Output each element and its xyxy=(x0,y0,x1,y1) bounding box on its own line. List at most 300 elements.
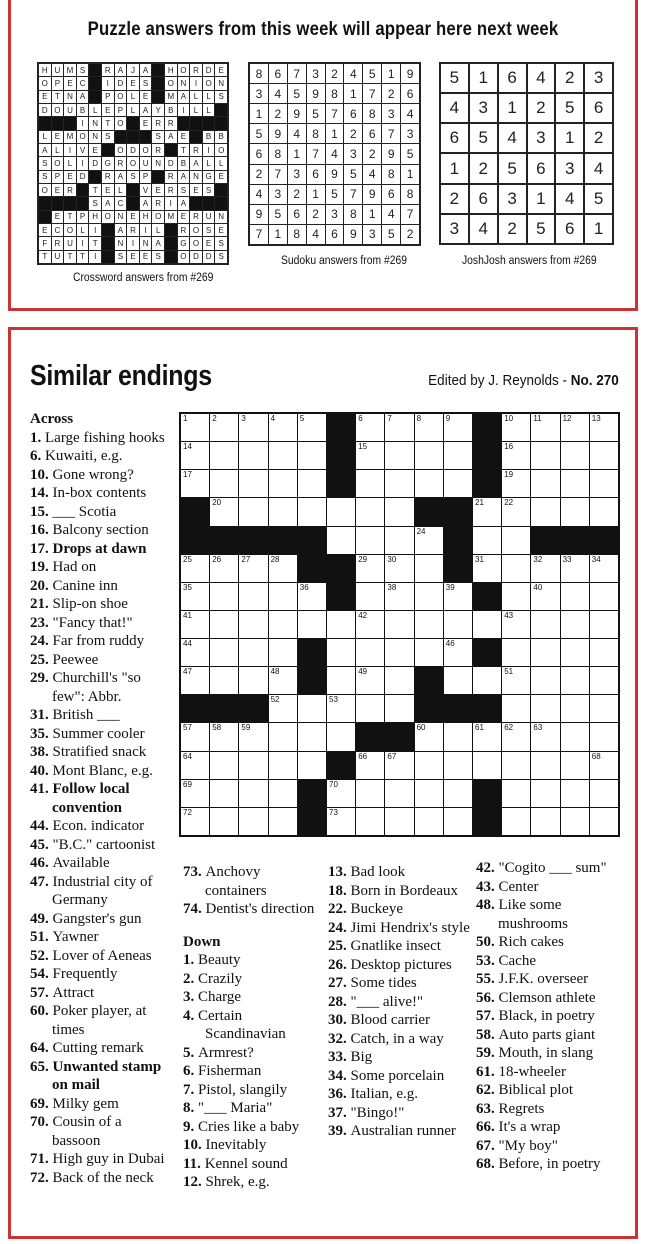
clue-number: 7. xyxy=(183,1081,198,1098)
black-square xyxy=(298,555,326,582)
cell-number: 34 xyxy=(591,554,601,564)
grid-cell[interactable] xyxy=(356,583,384,610)
grid-cell[interactable] xyxy=(210,414,238,441)
grid-cell[interactable] xyxy=(181,639,209,666)
grid-cell[interactable] xyxy=(385,611,413,638)
grid-cell[interactable] xyxy=(590,442,618,469)
grid-cell[interactable] xyxy=(385,780,413,807)
grid-cell[interactable] xyxy=(210,723,238,750)
grid-cell[interactable] xyxy=(269,780,297,807)
clue-number: 37. xyxy=(328,1104,351,1121)
clue-number: 25. xyxy=(328,938,351,954)
sudoku-cell: 7 xyxy=(288,64,306,83)
grid-cell[interactable] xyxy=(327,639,355,666)
clue-text: Rich cakes xyxy=(498,934,564,950)
answer-cell: T xyxy=(64,211,76,223)
puzzle-number: No. 270 xyxy=(570,372,619,389)
grid-cell[interactable] xyxy=(298,695,326,722)
grid-cell[interactable] xyxy=(415,414,443,441)
grid-cell[interactable] xyxy=(531,555,559,582)
cell-number: 4 xyxy=(270,414,276,423)
grid-cell[interactable] xyxy=(531,780,559,807)
grid-cell[interactable] xyxy=(269,639,297,666)
grid-cell[interactable] xyxy=(531,808,559,835)
joshjosh-cell: 3 xyxy=(585,64,612,92)
cell-number: 47 xyxy=(183,667,192,677)
sudoku-cell: 4 xyxy=(307,225,325,244)
grid-cell[interactable] xyxy=(327,498,355,525)
grid-cell[interactable] xyxy=(444,667,472,694)
grid-cell[interactable] xyxy=(502,470,530,497)
grid-cell[interactable] xyxy=(356,611,384,638)
clue-text: Available xyxy=(52,855,110,871)
clue xyxy=(328,937,474,956)
grid-cell[interactable] xyxy=(356,414,384,441)
grid-cell[interactable] xyxy=(502,780,530,807)
grid-cell[interactable] xyxy=(590,414,618,441)
clues-column-4 xyxy=(476,859,626,1174)
grid-cell[interactable] xyxy=(531,442,559,469)
grid-cell[interactable] xyxy=(444,583,472,610)
clue-number: 30. xyxy=(328,1012,351,1028)
clue-text: Some porcelain xyxy=(350,1067,445,1084)
cell-number: 10 xyxy=(504,414,514,423)
answer-cell: E xyxy=(215,64,227,76)
grid-cell[interactable] xyxy=(327,695,355,722)
grid-cell[interactable] xyxy=(561,583,589,610)
sudoku-answers-grid xyxy=(248,62,421,246)
grid-cell[interactable] xyxy=(356,752,384,779)
grid-cell[interactable] xyxy=(502,583,530,610)
grid-cell[interactable] xyxy=(327,723,355,750)
grid-cell[interactable] xyxy=(590,470,618,497)
grid-cell[interactable] xyxy=(502,639,530,666)
grid-cell[interactable] xyxy=(502,442,530,469)
grid-cell[interactable] xyxy=(239,723,267,750)
answer-cell: T xyxy=(52,91,64,103)
grid-cell[interactable] xyxy=(590,611,618,638)
answer-cell: L xyxy=(115,184,127,196)
grid-cell[interactable] xyxy=(327,780,355,807)
grid-cell[interactable] xyxy=(181,414,209,441)
grid-cell[interactable] xyxy=(502,723,530,750)
grid-cell[interactable] xyxy=(356,470,384,497)
clue xyxy=(183,1044,323,1063)
grid-cell[interactable] xyxy=(239,780,267,807)
grid-cell[interactable] xyxy=(239,611,267,638)
grid-cell[interactable] xyxy=(298,470,326,497)
clue-text: Before, in poetry xyxy=(498,1156,601,1172)
grid-cell[interactable] xyxy=(210,639,238,666)
joshjosh-cell: 2 xyxy=(499,215,526,243)
grid-cell[interactable] xyxy=(356,808,384,835)
grid-cell[interactable] xyxy=(415,583,443,610)
grid-cell[interactable] xyxy=(269,752,297,779)
clue-text: Had on xyxy=(52,559,97,575)
sudoku-cell: 3 xyxy=(288,165,306,184)
cell-number: 16 xyxy=(504,442,514,452)
grid-cell[interactable] xyxy=(181,780,209,807)
grid-cell[interactable] xyxy=(561,611,589,638)
sudoku-cell: 4 xyxy=(344,64,362,83)
grid-cell[interactable] xyxy=(210,583,238,610)
joshjosh-cell: 5 xyxy=(441,64,468,92)
grid-cell[interactable] xyxy=(385,639,413,666)
grid-cell[interactable] xyxy=(561,442,589,469)
grid-cell[interactable] xyxy=(473,527,501,554)
grid-cell[interactable] xyxy=(531,611,559,638)
answer-cell: R xyxy=(115,157,127,169)
grid-cell[interactable] xyxy=(181,470,209,497)
clue-number: 33. xyxy=(328,1049,351,1065)
black-square xyxy=(590,527,618,554)
grid-cell[interactable] xyxy=(385,414,413,441)
grid-cell[interactable] xyxy=(269,667,297,694)
grid-cell[interactable] xyxy=(502,752,530,779)
grid-cell[interactable] xyxy=(561,808,589,835)
grid-cell[interactable] xyxy=(239,808,267,835)
grid-cell[interactable] xyxy=(415,442,443,469)
answer-cell: E xyxy=(178,131,190,143)
grid-cell[interactable] xyxy=(269,414,297,441)
grid-cell[interactable] xyxy=(269,611,297,638)
grid-cell[interactable] xyxy=(210,442,238,469)
grid-cell[interactable] xyxy=(561,470,589,497)
sudoku-cell: 1 xyxy=(250,104,268,123)
grid-cell[interactable] xyxy=(298,752,326,779)
grid-cell[interactable] xyxy=(502,527,530,554)
grid-cell[interactable] xyxy=(473,752,501,779)
grid-cell[interactable] xyxy=(590,583,618,610)
cell-number: 13 xyxy=(591,414,601,423)
grid-cell[interactable] xyxy=(590,498,618,525)
grid-cell[interactable] xyxy=(590,639,618,666)
clue-number: 13. xyxy=(328,864,351,880)
grid-cell[interactable] xyxy=(269,555,297,582)
joshjosh-cell: 4 xyxy=(470,215,497,243)
clue-text: Shrek, e.g. xyxy=(205,1174,270,1190)
clue xyxy=(476,1137,626,1156)
grid-cell[interactable] xyxy=(356,527,384,554)
answer-cell: J xyxy=(127,64,139,76)
grid-cell[interactable] xyxy=(531,695,559,722)
grid-cell[interactable] xyxy=(473,611,501,638)
clue-number: 48. xyxy=(476,897,499,913)
grid-cell[interactable] xyxy=(502,414,530,441)
clue-text: Certain Scandinavian xyxy=(198,1007,286,1042)
sudoku-cell: 4 xyxy=(326,144,344,163)
clue-number: 25. xyxy=(30,651,53,668)
grid-cell[interactable] xyxy=(590,723,618,750)
grid-cell[interactable] xyxy=(415,723,443,750)
crossword-grid[interactable] xyxy=(179,412,620,837)
grid-cell[interactable] xyxy=(181,583,209,610)
black-square xyxy=(327,555,355,582)
answer-cell: A xyxy=(115,224,127,236)
grid-cell[interactable] xyxy=(385,667,413,694)
sudoku-cell: 4 xyxy=(382,205,400,224)
grid-cell[interactable] xyxy=(502,667,530,694)
grid-cell[interactable] xyxy=(181,555,209,582)
grid-cell[interactable] xyxy=(531,667,559,694)
clue xyxy=(30,1095,172,1114)
grid-cell[interactable] xyxy=(415,611,443,638)
answer-cell xyxy=(39,117,51,129)
grid-cell[interactable] xyxy=(531,583,559,610)
cell-number: 5 xyxy=(299,414,305,423)
grid-cell[interactable] xyxy=(444,752,472,779)
cell-number: 33 xyxy=(562,554,572,564)
grid-cell[interactable] xyxy=(298,723,326,750)
grid-cell[interactable] xyxy=(210,555,238,582)
grid-cell[interactable] xyxy=(239,639,267,666)
grid-cell[interactable] xyxy=(590,752,618,779)
clue-number: 66. xyxy=(476,1119,499,1135)
answer-cell: S xyxy=(39,157,51,169)
clue-number: 49. xyxy=(30,910,53,927)
grid-cell[interactable] xyxy=(444,723,472,750)
grid-cell[interactable] xyxy=(561,555,589,582)
answer-cell: I xyxy=(127,237,139,249)
grid-cell[interactable] xyxy=(502,498,530,525)
answer-cell: R xyxy=(127,224,139,236)
grid-cell[interactable] xyxy=(561,498,589,525)
grid-cell[interactable] xyxy=(181,667,209,694)
grid-cell[interactable] xyxy=(531,723,559,750)
grid-cell[interactable] xyxy=(385,752,413,779)
grid-cell[interactable] xyxy=(502,611,530,638)
grid-cell[interactable] xyxy=(356,639,384,666)
grid-cell[interactable] xyxy=(415,527,443,554)
answer-cell: E xyxy=(127,77,139,89)
grid-cell[interactable] xyxy=(181,611,209,638)
grid-cell[interactable] xyxy=(356,780,384,807)
clue-text: Gnatlike insect xyxy=(350,938,441,954)
sudoku-cell: 1 xyxy=(382,64,400,83)
grid-cell[interactable] xyxy=(531,470,559,497)
grid-cell[interactable] xyxy=(385,442,413,469)
answer-cell xyxy=(39,211,51,223)
answer-cell: V xyxy=(77,144,89,156)
grid-cell[interactable] xyxy=(385,555,413,582)
grid-cell[interactable] xyxy=(269,723,297,750)
grid-cell[interactable] xyxy=(531,752,559,779)
grid-cell[interactable] xyxy=(239,667,267,694)
cell-number: 43 xyxy=(504,610,514,620)
grid-cell[interactable] xyxy=(415,752,443,779)
grid-cell[interactable] xyxy=(356,555,384,582)
grid-cell[interactable] xyxy=(181,752,209,779)
answer-cell: O xyxy=(178,251,190,263)
grid-cell[interactable] xyxy=(210,752,238,779)
grid-cell[interactable] xyxy=(298,442,326,469)
grid-cell[interactable] xyxy=(298,583,326,610)
grid-cell[interactable] xyxy=(385,808,413,835)
grid-cell[interactable] xyxy=(298,498,326,525)
grid-cell[interactable] xyxy=(269,470,297,497)
grid-cell[interactable] xyxy=(415,780,443,807)
grid-cell[interactable] xyxy=(444,639,472,666)
grid-cell[interactable] xyxy=(590,695,618,722)
answer-cell: S xyxy=(215,251,227,263)
sudoku-cell: 1 xyxy=(307,185,325,204)
clue xyxy=(30,447,172,466)
clue xyxy=(328,900,474,919)
grid-cell[interactable] xyxy=(181,808,209,835)
answer-cell: N xyxy=(89,131,101,143)
grid-cell[interactable] xyxy=(385,527,413,554)
grid-cell[interactable] xyxy=(590,555,618,582)
answer-cell: D xyxy=(39,104,51,116)
grid-cell[interactable] xyxy=(531,639,559,666)
clue xyxy=(183,1118,323,1137)
grid-cell[interactable] xyxy=(210,611,238,638)
sudoku-cell: 6 xyxy=(250,144,268,163)
clue xyxy=(30,947,172,966)
grid-cell[interactable] xyxy=(415,470,443,497)
answer-cell: L xyxy=(203,157,215,169)
grid-cell[interactable] xyxy=(502,808,530,835)
clue-number: 14. xyxy=(30,485,53,501)
grid-cell[interactable] xyxy=(473,667,501,694)
grid-cell[interactable] xyxy=(239,583,267,610)
grid-cell[interactable] xyxy=(473,498,501,525)
cell-number: 66 xyxy=(358,751,368,761)
grid-cell[interactable] xyxy=(298,414,326,441)
clue-number: 46. xyxy=(30,855,53,871)
answer-cell xyxy=(127,131,139,143)
grid-cell[interactable] xyxy=(415,808,443,835)
grid-cell[interactable] xyxy=(269,695,297,722)
grid-cell[interactable] xyxy=(444,470,472,497)
grid-cell[interactable] xyxy=(356,498,384,525)
grid-cell[interactable] xyxy=(561,667,589,694)
joshjosh-cell: 3 xyxy=(556,154,583,182)
clue-number: 10. xyxy=(30,466,53,483)
grid-cell[interactable] xyxy=(561,414,589,441)
grid-cell[interactable] xyxy=(444,414,472,441)
grid-cell[interactable] xyxy=(385,583,413,610)
grid-cell[interactable] xyxy=(561,780,589,807)
grid-cell[interactable] xyxy=(473,723,501,750)
grid-cell[interactable] xyxy=(181,442,209,469)
grid-cell[interactable] xyxy=(327,667,355,694)
grid-cell[interactable] xyxy=(239,555,267,582)
sudoku-answers-caption: Sudoku answers from #269 xyxy=(281,255,407,267)
grid-cell[interactable] xyxy=(415,639,443,666)
grid-cell[interactable] xyxy=(327,611,355,638)
grid-cell[interactable] xyxy=(590,667,618,694)
down-header: Down xyxy=(183,933,221,950)
clue-text: Poker player, at times xyxy=(52,1003,147,1038)
clue-text: 18-wheeler xyxy=(498,1063,566,1080)
grid-cell[interactable] xyxy=(269,498,297,525)
answer-cell: D xyxy=(127,144,139,156)
clue-number: 61. xyxy=(476,1063,499,1080)
sudoku-cell: 9 xyxy=(269,124,287,143)
answer-cell: A xyxy=(152,237,164,249)
grid-cell[interactable] xyxy=(356,442,384,469)
grid-cell[interactable] xyxy=(531,498,559,525)
grid-cell[interactable] xyxy=(502,555,530,582)
grid-cell[interactable] xyxy=(269,583,297,610)
clue-number: 38. xyxy=(30,744,53,760)
clue xyxy=(328,1048,474,1067)
clue xyxy=(30,910,172,929)
grid-cell[interactable] xyxy=(356,695,384,722)
grid-cell[interactable] xyxy=(269,808,297,835)
grid-cell[interactable] xyxy=(561,695,589,722)
grid-cell[interactable] xyxy=(239,498,267,525)
grid-cell[interactable] xyxy=(269,442,297,469)
grid-cell[interactable] xyxy=(561,723,589,750)
crossword-answers-grid xyxy=(37,62,229,265)
grid-cell[interactable] xyxy=(210,498,238,525)
grid-cell[interactable] xyxy=(356,667,384,694)
black-square xyxy=(444,527,472,554)
cell-number: 3 xyxy=(241,414,246,423)
grid-cell[interactable] xyxy=(298,611,326,638)
grid-cell[interactable] xyxy=(590,780,618,807)
grid-cell[interactable] xyxy=(444,611,472,638)
grid-cell[interactable] xyxy=(327,808,355,835)
grid-cell[interactable] xyxy=(210,780,238,807)
clue xyxy=(476,859,626,878)
grid-cell[interactable] xyxy=(385,695,413,722)
grid-cell[interactable] xyxy=(239,442,267,469)
answer-cell: O xyxy=(115,117,127,129)
grid-cell[interactable] xyxy=(444,442,472,469)
grid-cell[interactable] xyxy=(502,695,530,722)
answer-cell xyxy=(52,117,64,129)
clues-column-3 xyxy=(328,863,474,1141)
grid-cell[interactable] xyxy=(415,555,443,582)
grid-cell[interactable] xyxy=(210,808,238,835)
grid-cell[interactable] xyxy=(590,808,618,835)
sudoku-cell: 5 xyxy=(307,104,325,123)
grid-cell[interactable] xyxy=(385,470,413,497)
grid-cell[interactable] xyxy=(531,414,559,441)
grid-cell[interactable] xyxy=(385,498,413,525)
answer-cell: E xyxy=(178,211,190,223)
answer-cell xyxy=(102,144,114,156)
grid-cell[interactable] xyxy=(561,752,589,779)
grid-cell[interactable] xyxy=(210,470,238,497)
grid-cell[interactable] xyxy=(327,527,355,554)
clue xyxy=(30,1039,172,1058)
clue-text: Far from ruddy xyxy=(52,633,145,649)
clue-number: 6. xyxy=(183,1063,198,1079)
answer-cell: O xyxy=(115,91,127,103)
grid-cell[interactable] xyxy=(473,555,501,582)
grid-cell[interactable] xyxy=(239,470,267,497)
grid-cell[interactable] xyxy=(239,752,267,779)
answer-cell: E xyxy=(127,211,139,223)
clue-text: Large fishing hooks xyxy=(45,429,165,446)
grid-cell[interactable] xyxy=(239,414,267,441)
grid-cell[interactable] xyxy=(444,780,472,807)
answer-cell xyxy=(77,197,89,209)
editor-line xyxy=(428,372,619,389)
clue-number: 19. xyxy=(30,559,53,575)
grid-cell[interactable] xyxy=(444,808,472,835)
grid-cell[interactable] xyxy=(181,723,209,750)
grid-cell[interactable] xyxy=(561,639,589,666)
clue-text: Some tides xyxy=(350,975,417,991)
answer-cell: I xyxy=(178,104,190,116)
grid-cell[interactable] xyxy=(210,667,238,694)
joshjosh-cell: 4 xyxy=(556,185,583,213)
